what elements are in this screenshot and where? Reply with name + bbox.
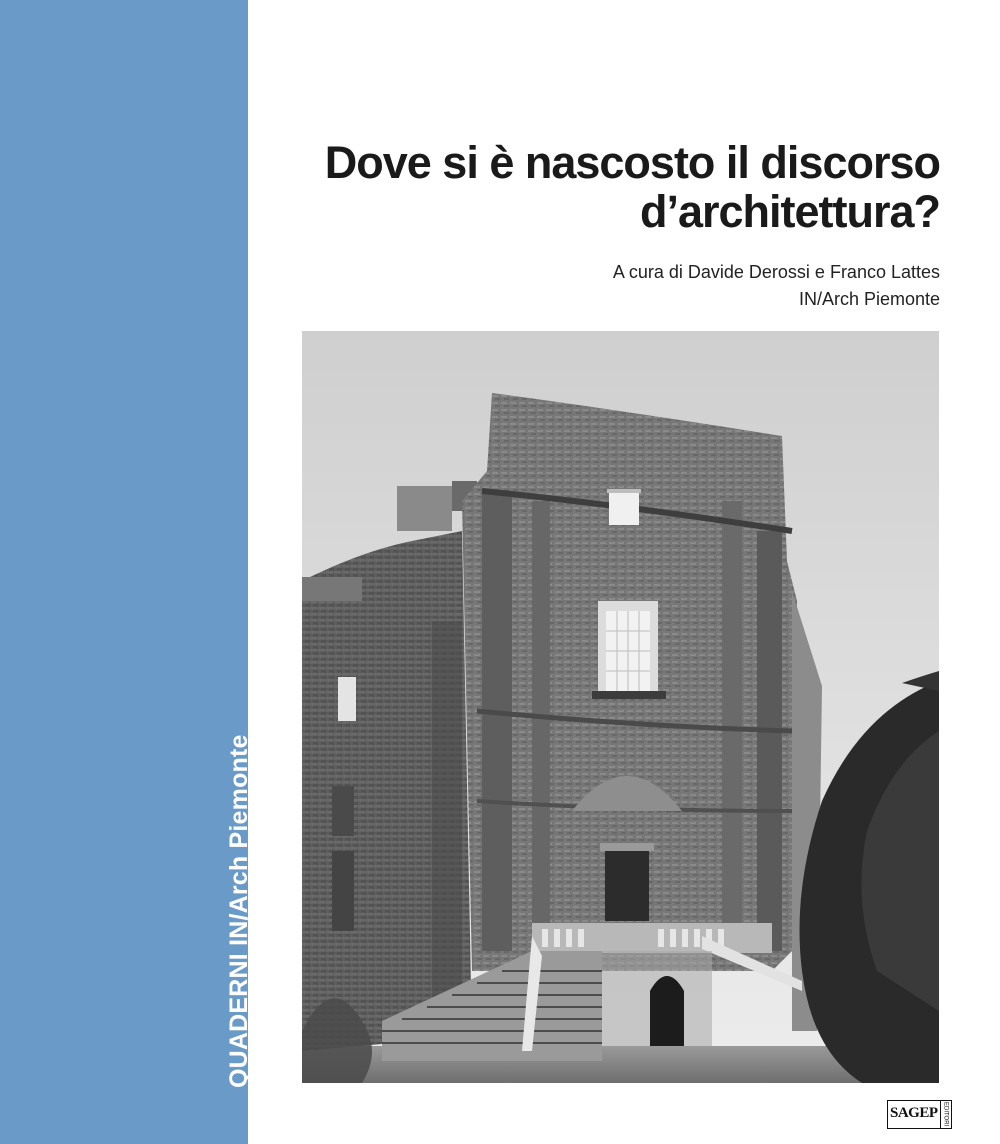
cover-photo xyxy=(302,331,939,1083)
series-name: QUADERNI IN/Arch Piemonte xyxy=(225,734,253,1088)
book-title-line-2: d’architettura? xyxy=(639,186,940,237)
book-title-line-1: Dove si è nascosto il discorso xyxy=(324,137,940,188)
publisher-name: SAGEP xyxy=(890,1105,938,1121)
organization-line: IN/Arch Piemonte xyxy=(798,289,940,309)
cover-spine-band xyxy=(0,0,253,1144)
book-title xyxy=(260,138,940,236)
publisher-logo xyxy=(887,1100,952,1129)
credits xyxy=(340,259,940,313)
building-photo-illustration xyxy=(302,331,939,1083)
editors-line: A cura di Davide Derossi e Franco Lattes xyxy=(612,262,940,282)
publisher-subtitle: EDITORI xyxy=(940,1101,951,1128)
